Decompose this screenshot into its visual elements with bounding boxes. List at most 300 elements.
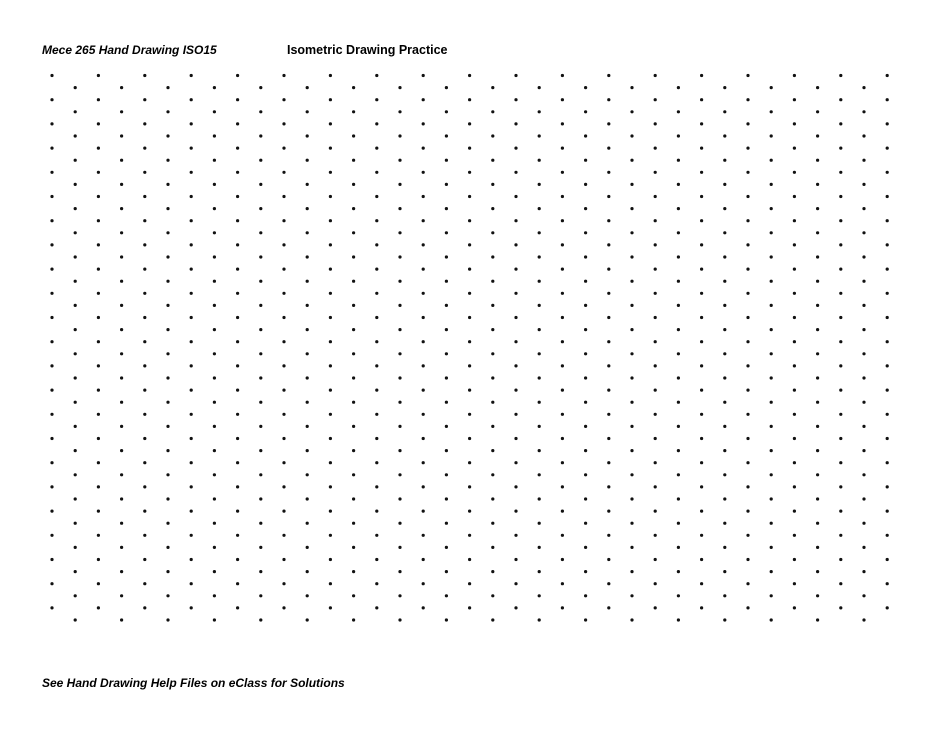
grid-dot [120,304,123,307]
grid-dot [398,570,401,573]
grid-dot [352,522,355,525]
grid-dot [50,413,53,416]
grid-dot [422,510,425,513]
grid-dot [120,376,123,379]
grid-dot [491,449,494,452]
grid-dot [630,497,633,500]
grid-dot [143,171,146,174]
grid-dot [491,110,494,113]
grid-dot [677,425,680,428]
grid-dot [398,449,401,452]
grid-dot [190,268,193,271]
grid-dot [538,207,541,210]
grid-dot [422,98,425,101]
grid-dot [143,558,146,561]
grid-dot [514,437,517,440]
grid-dot [538,255,541,258]
grid-dot [74,618,77,621]
grid-dot [793,219,796,222]
grid-dot [770,328,773,331]
grid-dot [329,364,332,367]
grid-dot [746,389,749,392]
grid-dot [886,195,889,198]
grid-dot [723,328,726,331]
grid-dot [375,219,378,222]
grid-dot [352,352,355,355]
grid-dot [143,485,146,488]
grid-dot [50,534,53,537]
grid-dot [259,255,262,258]
grid-dot [538,522,541,525]
grid-dot [700,510,703,513]
grid-dot [259,618,262,621]
grid-dot [468,171,471,174]
grid-dot [700,485,703,488]
grid-dot [561,340,564,343]
grid-dot [306,497,309,500]
grid-dot [259,522,262,525]
grid-dot [282,292,285,295]
grid-dot [630,328,633,331]
grid-dot [166,159,169,162]
grid-dot [770,280,773,283]
grid-dot [50,389,53,392]
grid-dot [584,304,587,307]
grid-dot [746,413,749,416]
grid-dot [352,207,355,210]
grid-dot [329,98,332,101]
grid-dot [607,582,610,585]
grid-dot [584,618,587,621]
grid-dot [329,510,332,513]
grid-dot [538,401,541,404]
grid-dot [282,98,285,101]
grid-dot [630,546,633,549]
grid-dot [445,352,448,355]
grid-dot [190,582,193,585]
grid-dot [607,364,610,367]
grid-dot [630,110,633,113]
grid-dot [74,280,77,283]
grid-dot [746,195,749,198]
grid-dot [816,425,819,428]
grid-dot [445,449,448,452]
grid-dot [282,534,285,537]
grid-dot [816,183,819,186]
grid-dot [514,316,517,319]
grid-dot [445,110,448,113]
grid-dot [445,546,448,549]
grid-dot [422,316,425,319]
grid-dot [770,110,773,113]
grid-dot [143,534,146,537]
grid-dot [514,292,517,295]
grid-dot [793,316,796,319]
grid-dot [491,594,494,597]
grid-dot [514,74,517,77]
grid-dot [468,510,471,513]
grid-dot [862,522,865,525]
grid-dot [50,219,53,222]
grid-dot [97,340,100,343]
grid-dot [190,171,193,174]
grid-dot [886,122,889,125]
grid-dot [190,98,193,101]
grid-dot [282,243,285,246]
grid-dot [329,243,332,246]
grid-dot [723,159,726,162]
grid-dot [630,231,633,234]
grid-dot [630,594,633,597]
grid-dot [770,159,773,162]
grid-dot [398,134,401,137]
grid-dot [584,110,587,113]
grid-dot [120,425,123,428]
grid-dot [700,413,703,416]
grid-dot [352,134,355,137]
grid-dot [74,207,77,210]
grid-dot [746,316,749,319]
grid-dot [236,389,239,392]
grid-dot [398,352,401,355]
grid-dot [654,195,657,198]
grid-dot [166,570,169,573]
grid-dot [607,147,610,150]
grid-dot [375,98,378,101]
grid-dot [306,328,309,331]
grid-dot [862,425,865,428]
grid-dot [862,134,865,137]
grid-dot [190,534,193,537]
grid-dot [514,364,517,367]
grid-dot [491,183,494,186]
grid-dot [654,98,657,101]
grid-dot [677,497,680,500]
grid-dot [422,122,425,125]
grid-dot [584,376,587,379]
grid-dot [398,497,401,500]
grid-dot [190,195,193,198]
grid-dot [375,582,378,585]
grid-dot [468,364,471,367]
grid-dot [746,606,749,609]
grid-dot [143,292,146,295]
grid-dot [50,364,53,367]
grid-dot [700,437,703,440]
grid-dot [445,473,448,476]
grid-dot [445,86,448,89]
grid-dot [306,522,309,525]
grid-dot [793,122,796,125]
grid-dot [259,110,262,113]
grid-dot [120,473,123,476]
grid-dot [398,231,401,234]
grid-dot [607,558,610,561]
grid-dot [770,255,773,258]
grid-dot [561,510,564,513]
grid-dot [190,219,193,222]
grid-dot [607,171,610,174]
grid-dot [213,207,216,210]
grid-dot [886,147,889,150]
grid-dot [166,449,169,452]
grid-dot [584,497,587,500]
grid-dot [491,618,494,621]
grid-dot [630,207,633,210]
grid-dot [793,413,796,416]
grid-dot [839,582,842,585]
grid-dot [839,558,842,561]
grid-dot [50,606,53,609]
grid-dot [352,546,355,549]
grid-dot [329,74,332,77]
grid-dot [700,122,703,125]
grid-dot [607,389,610,392]
grid-dot [468,219,471,222]
grid-dot [468,195,471,198]
grid-dot [746,340,749,343]
grid-dot [700,219,703,222]
grid-dot [166,594,169,597]
grid-dot [375,606,378,609]
grid-dot [491,425,494,428]
grid-dot [491,570,494,573]
grid-dot [213,280,216,283]
grid-dot [50,74,53,77]
grid-dot [329,268,332,271]
grid-dot [259,401,262,404]
grid-dot [561,268,564,271]
grid-dot [677,183,680,186]
grid-dot [654,389,657,392]
grid-dot [886,316,889,319]
grid-dot [491,231,494,234]
grid-dot [74,497,77,500]
grid-dot [677,376,680,379]
grid-dot [143,74,146,77]
grid-dot [654,243,657,246]
grid-dot [793,437,796,440]
grid-dot [561,98,564,101]
grid-dot [306,304,309,307]
grid-dot [723,449,726,452]
grid-dot [445,280,448,283]
grid-dot [213,159,216,162]
grid-dot [723,425,726,428]
grid-dot [538,352,541,355]
grid-dot [677,328,680,331]
grid-dot [143,147,146,150]
grid-dot [886,243,889,246]
grid-dot [422,534,425,537]
grid-dot [306,110,309,113]
grid-dot [746,485,749,488]
grid-dot [746,219,749,222]
grid-dot [166,522,169,525]
grid-dot [236,243,239,246]
grid-dot [445,618,448,621]
grid-dot [375,243,378,246]
grid-dot [607,485,610,488]
grid-dot [352,280,355,283]
grid-dot [120,134,123,137]
grid-dot [677,280,680,283]
grid-dot [375,195,378,198]
grid-dot [422,606,425,609]
grid-dot [445,159,448,162]
grid-dot [770,352,773,355]
grid-dot [120,207,123,210]
grid-dot [584,449,587,452]
grid-dot [213,449,216,452]
grid-dot [607,98,610,101]
grid-dot [677,255,680,258]
grid-dot [375,364,378,367]
grid-dot [143,340,146,343]
grid-dot [50,485,53,488]
grid-dot [422,147,425,150]
grid-dot [561,558,564,561]
grid-dot [677,570,680,573]
grid-dot [213,401,216,404]
grid-dot [654,292,657,295]
grid-dot [282,510,285,513]
grid-dot [259,304,262,307]
grid-dot [607,510,610,513]
grid-dot [120,255,123,258]
grid-dot [213,86,216,89]
grid-dot [816,618,819,621]
grid-dot [120,570,123,573]
grid-dot [630,522,633,525]
sheet-title: Isometric Drawing Practice [287,43,448,57]
grid-dot [236,364,239,367]
grid-dot [816,134,819,137]
grid-dot [723,522,726,525]
grid-dot [839,340,842,343]
grid-dot [514,219,517,222]
grid-dot [375,292,378,295]
grid-dot [839,74,842,77]
grid-dot [74,425,77,428]
grid-dot [259,134,262,137]
grid-dot [607,219,610,222]
grid-dot [259,594,262,597]
grid-dot [677,86,680,89]
grid-dot [166,280,169,283]
grid-dot [236,219,239,222]
grid-dot [236,74,239,77]
grid-dot [723,134,726,137]
grid-dot [677,522,680,525]
grid-dot [538,376,541,379]
grid-dot [862,280,865,283]
grid-dot [538,134,541,137]
grid-dot [630,618,633,621]
grid-dot [514,389,517,392]
grid-dot [514,510,517,513]
grid-dot [282,364,285,367]
grid-dot [584,207,587,210]
grid-dot [862,207,865,210]
grid-dot [468,606,471,609]
grid-dot [723,473,726,476]
grid-dot [50,316,53,319]
grid-dot [352,86,355,89]
grid-dot [375,389,378,392]
grid-dot [166,255,169,258]
grid-dot [584,86,587,89]
grid-dot [514,534,517,537]
grid-dot [282,437,285,440]
grid-dot [375,510,378,513]
grid-dot [654,364,657,367]
grid-dot [700,74,703,77]
grid-dot [677,134,680,137]
grid-dot [422,582,425,585]
grid-dot [445,183,448,186]
grid-dot [770,618,773,621]
grid-dot [723,183,726,186]
grid-dot [97,389,100,392]
grid-dot [398,183,401,186]
grid-dot [862,449,865,452]
grid-dot [445,570,448,573]
grid-dot [793,268,796,271]
grid-dot [793,389,796,392]
grid-dot [793,485,796,488]
grid-dot [491,207,494,210]
grid-dot [306,207,309,210]
grid-dot [561,606,564,609]
grid-dot [120,352,123,355]
grid-dot [723,594,726,597]
grid-dot [561,74,564,77]
grid-dot [375,534,378,537]
grid-dot [352,110,355,113]
grid-dot [723,376,726,379]
grid-dot [236,558,239,561]
grid-dot [329,292,332,295]
grid-dot [723,110,726,113]
grid-dot [74,594,77,597]
grid-dot [584,570,587,573]
grid-dot [839,461,842,464]
grid-dot [282,558,285,561]
grid-dot [422,364,425,367]
grid-dot [352,159,355,162]
grid-dot [816,207,819,210]
grid-dot [398,280,401,283]
grid-dot [143,195,146,198]
grid-dot [282,413,285,416]
grid-dot [468,122,471,125]
grid-dot [584,280,587,283]
grid-dot [50,171,53,174]
grid-dot [654,413,657,416]
grid-dot [793,364,796,367]
grid-dot [816,280,819,283]
grid-dot [584,546,587,549]
grid-dot [422,171,425,174]
grid-dot [538,328,541,331]
grid-dot [862,231,865,234]
grid-dot [538,280,541,283]
grid-dot [514,606,517,609]
grid-dot [97,122,100,125]
grid-dot [723,207,726,210]
grid-dot [306,401,309,404]
